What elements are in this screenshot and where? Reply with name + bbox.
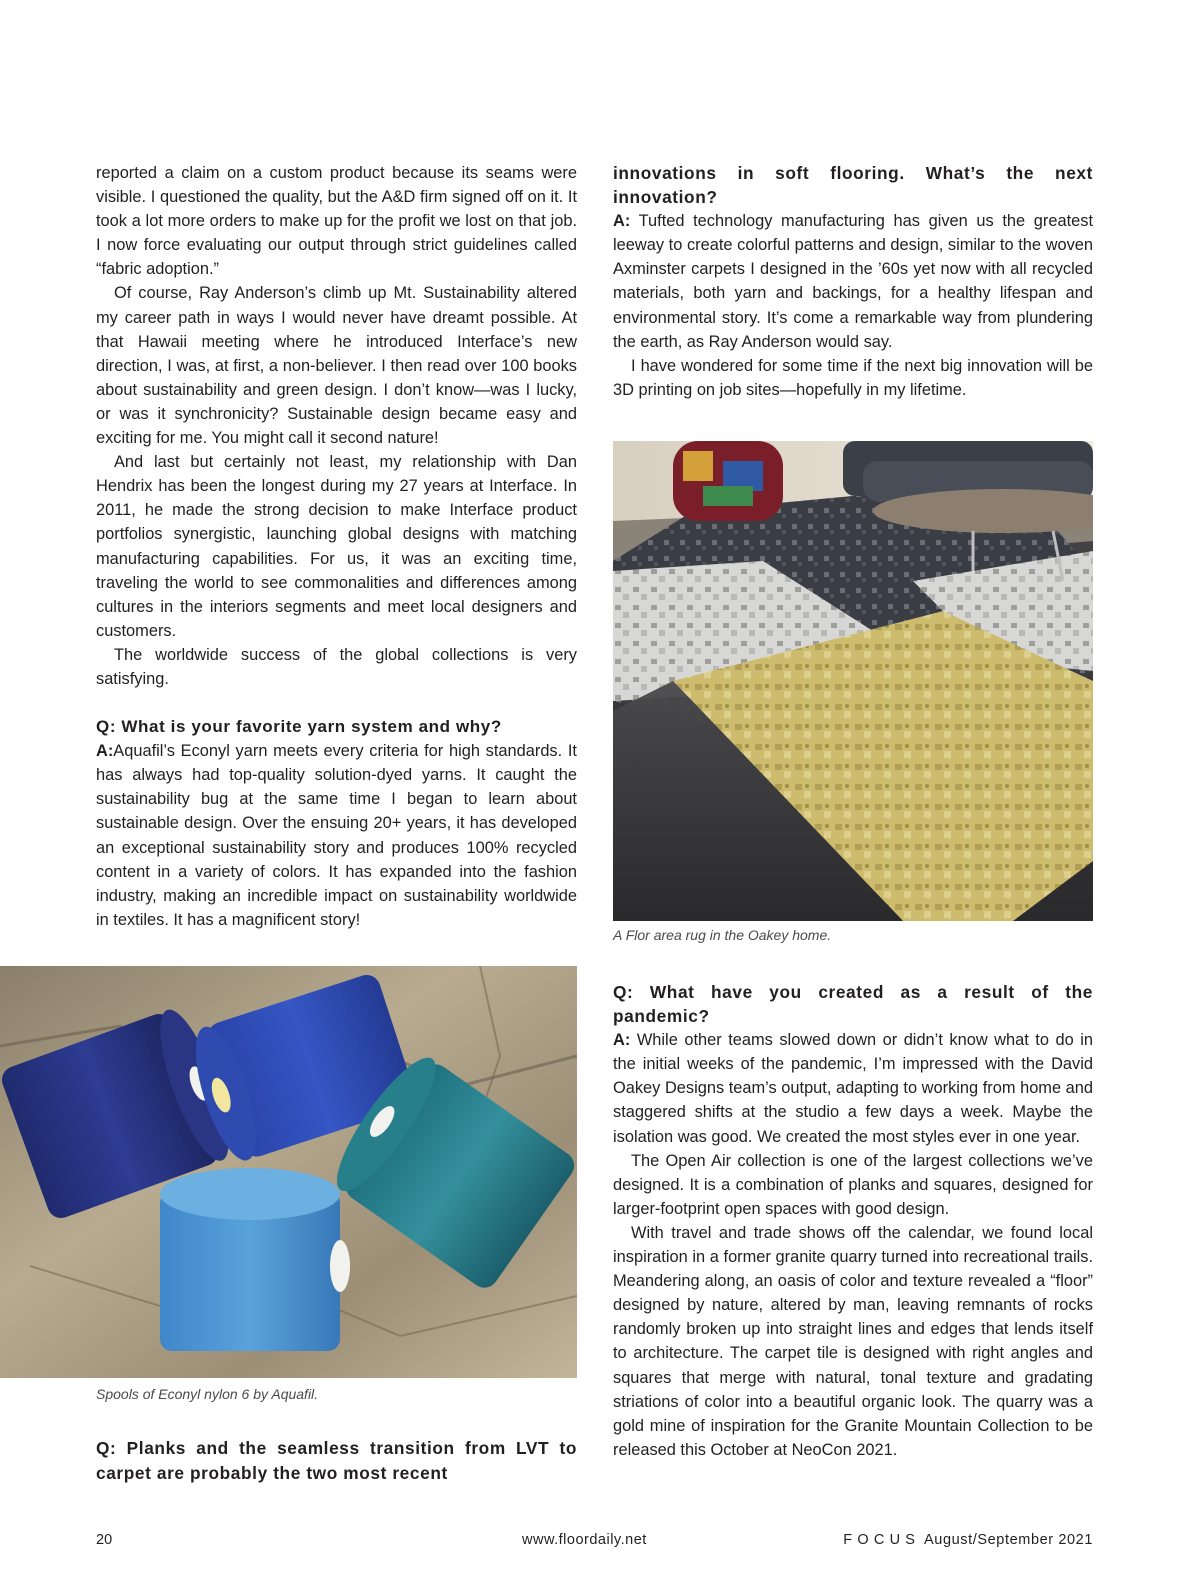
body-paragraph: And last but certainly not least, my relationship with Dan Hendrix has been the longest during my 27 years at Interface. In 2011, he made the strong decision to make Interface product portfolios synergistic, launching global designs with matching manufacturing capabilities. For us, it was an exciting time, traveling the world to see commonalities and differences among cultures in the interiors segments and meet local designers and customers.	[96, 453, 577, 640]
answer-paragraph	[613, 1028, 1093, 1148]
left-column	[96, 161, 577, 932]
question-heading-continued: innovations in soft flooring. What’s the next innovation?	[613, 163, 1093, 208]
page-number: 20	[96, 1532, 113, 1548]
rug-photo	[613, 441, 1093, 921]
answer-label: A:	[613, 212, 631, 231]
right-column-top	[613, 161, 1093, 402]
right-column-bottom	[613, 980, 1093, 1462]
left-column-bottom	[96, 1436, 577, 1485]
answer-label: A:	[96, 742, 114, 761]
question-heading: Q: Planks and the seamless transition from LVT to carpet are probably the two most recent	[96, 1438, 577, 1483]
answer-text: Tufted technology manufacturing has given us the greatest leeway to create colorful patterns and design, similar to the woven Axminster carpets I designed in the ’60s yet now with all recycled materials, both yarn and backings, for a healthy lifespan and environmental story. It’s come a remarkable way from plundering the earth, as Ray Anderson would say.	[613, 212, 1093, 351]
spools-caption: Spools of Econyl nylon 6 by Aquafil.	[96, 1386, 319, 1402]
rug-caption: A Flor area rug in the Oakey home.	[613, 927, 832, 943]
answer-text: Aquafil’s Econyl yarn meets every criteria for high standards. It has always had top-quality solution-dyed yarns. It caught the sustainability bug at the same time I began to learn about sustainable design. Over the ensuing 20+ years, it has developed an exceptional sustainability story and produces 100% recycled content in a variety of colors. It has expanded into the fashion industry, making an incredible impact on sustainability worldwide in textiles. It has a magnificent story!	[96, 742, 577, 929]
footer-website[interactable]: www.floordaily.net	[522, 1532, 647, 1548]
answer-text: While other teams slowed down or didn’t know what to do in the initial weeks of the pandemic, I’m impressed with the David Oakey Designs team’s output, adapting to working from home and staggered shifts at the studio a few days a week. Maybe the isolation was good. We created the most styles ever in one year.	[613, 1031, 1094, 1146]
footer-publication: F O C U S August/September 2021	[843, 1532, 1093, 1548]
body-paragraph: The Open Air collection is one of the largest collections we’ve designed. It is a combination of planks and squares, designed for larger-footprint open spaces with good design.	[613, 1151, 1093, 1218]
body-paragraph: The worldwide success of the global collections is very satisfying.	[96, 645, 577, 688]
question-heading: Q: What have you created as a result of the pandemic?	[613, 982, 1093, 1027]
body-paragraph: reported a claim on a custom product because its seams were visible. I questioned the quality, but the A&D firm signed off on it. It took a lot more orders to make up for the profit we lost on that job. I now force evaluating our output through strict guidelines called “fabric adoption.”	[96, 164, 577, 279]
question-heading: Q: What is your favorite yarn system and why?	[96, 717, 502, 737]
body-paragraph: Of course, Ray Anderson’s climb up Mt. Sustainability altered my career path in ways I would never have dreamt possible. At that Hawaii meeting where he introduced Interface’s new direction, I was, at first, a non-believer. I then read over 100 books about sustainability and green design. I don’t know—was I lucky, or was it synchronicity? Sustainable design became easy and exciting for me. You might call it second nature!	[96, 284, 577, 448]
answer-label: A:	[613, 1031, 631, 1050]
spools-photo	[0, 966, 577, 1378]
answer-paragraph	[96, 739, 577, 932]
answer-paragraph	[613, 209, 1093, 354]
body-paragraph: I have wondered for some time if the next big innovation will be 3D printing on job sites—hopefully in my lifetime.	[613, 356, 1093, 399]
body-paragraph: With travel and trade shows off the calendar, we found local inspiration in a former granite quarry turned into recreational trails. Meandering along, an oasis of color and texture revealed a “floor” designed by nature, altered by man, leaving remnants of rocks randomly broken up into straight lines and edges that lends itself to architecture. The carpet tile is designed with right angles and squares that merge with natural, tonal texture and gradating striations of color into a beautiful organic look. The quarry was a gold mine of inspiration for the Granite Mountain Collection to be released this October at NeoCon 2021.	[613, 1223, 1093, 1459]
